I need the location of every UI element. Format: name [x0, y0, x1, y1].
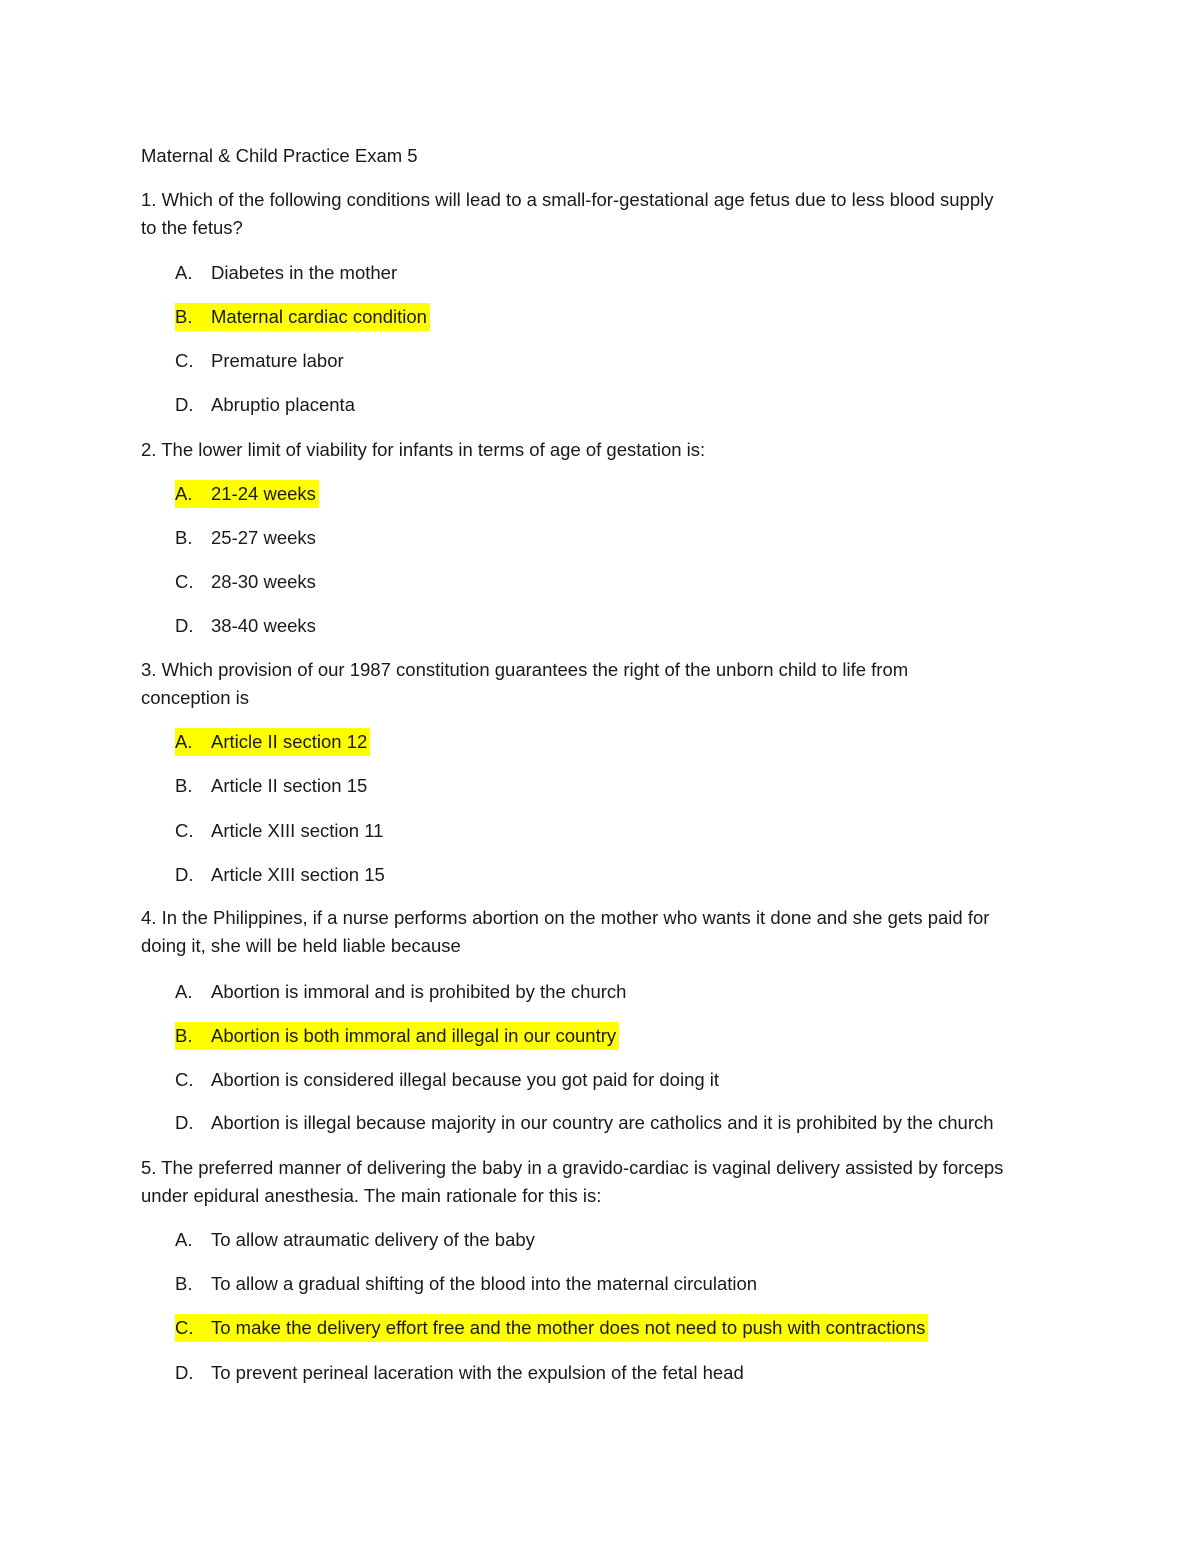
q5-option-d: D. To prevent perineal laceration with the expulsion of the fetal head: [175, 1362, 744, 1383]
q4-option-d: D. Abortion is illegal because majority in our country are catholics and it is prohibited by the church: [175, 1112, 994, 1133]
q3-option-a-answer: A. Article II section 12: [175, 728, 370, 756]
q3-option-b: B. Article II section 15: [175, 775, 368, 796]
question-3-line-1: 3. Which provision of our 1987 constitution guarantees the right of the unborn child to life from: [141, 659, 909, 680]
q4-option-a: A. Abortion is immoral and is prohibited by the church: [175, 981, 627, 1002]
question-3-line-2: conception is: [141, 687, 249, 708]
q1-option-d: D. Abruptio placenta: [175, 394, 355, 415]
q1-option-c: C. Premature labor: [175, 350, 344, 371]
q1-option-b-answer: B. Maternal cardiac condition: [175, 303, 430, 331]
q5-option-b: B. To allow a gradual shifting of the blood into the maternal circulation: [175, 1273, 758, 1294]
q4-option-b-answer: B. Abortion is both immoral and illegal in our country: [175, 1022, 619, 1050]
question-5-line-2: under epidural anesthesia. The main rationale for this is:: [141, 1185, 602, 1206]
q2-option-a-answer: A. 21-24 weeks: [175, 480, 319, 508]
q3-option-c: C. Article XIII section 11: [175, 820, 384, 841]
question-4-line-2: doing it, she will be held liable because: [141, 935, 461, 956]
q5-option-c-answer: C. To make the delivery effort free and the mother does not need to push with contractions: [175, 1314, 928, 1342]
q1-option-a: A. Diabetes in the mother: [175, 262, 398, 283]
question-5-line-1: 5. The preferred manner of delivering the baby in a gravido-cardiac is vaginal delivery assisted by forceps: [141, 1157, 1004, 1178]
q5-option-a: A. To allow atraumatic delivery of the baby: [175, 1229, 535, 1250]
question-2-line-1: 2. The lower limit of viability for infants in terms of age of gestation is:: [141, 439, 706, 460]
q3-option-d: D. Article XIII section 15: [175, 864, 385, 885]
question-1-line-1: 1. Which of the following conditions will lead to a small-for-gestational age fetus due to less blood supply: [141, 189, 994, 210]
question-4-line-1: 4. In the Philippines, if a nurse performs abortion on the mother who wants it done and she gets paid for: [141, 907, 990, 928]
q2-option-c: C. 28-30 weeks: [175, 571, 316, 592]
question-1-line-2: to the fetus?: [141, 217, 243, 238]
q2-option-b: B. 25-27 weeks: [175, 527, 316, 548]
q4-option-c: C. Abortion is considered illegal because you got paid for doing it: [175, 1069, 720, 1090]
q2-option-d: D. 38-40 weeks: [175, 615, 316, 636]
document-title: Maternal & Child Practice Exam 5: [141, 145, 418, 166]
